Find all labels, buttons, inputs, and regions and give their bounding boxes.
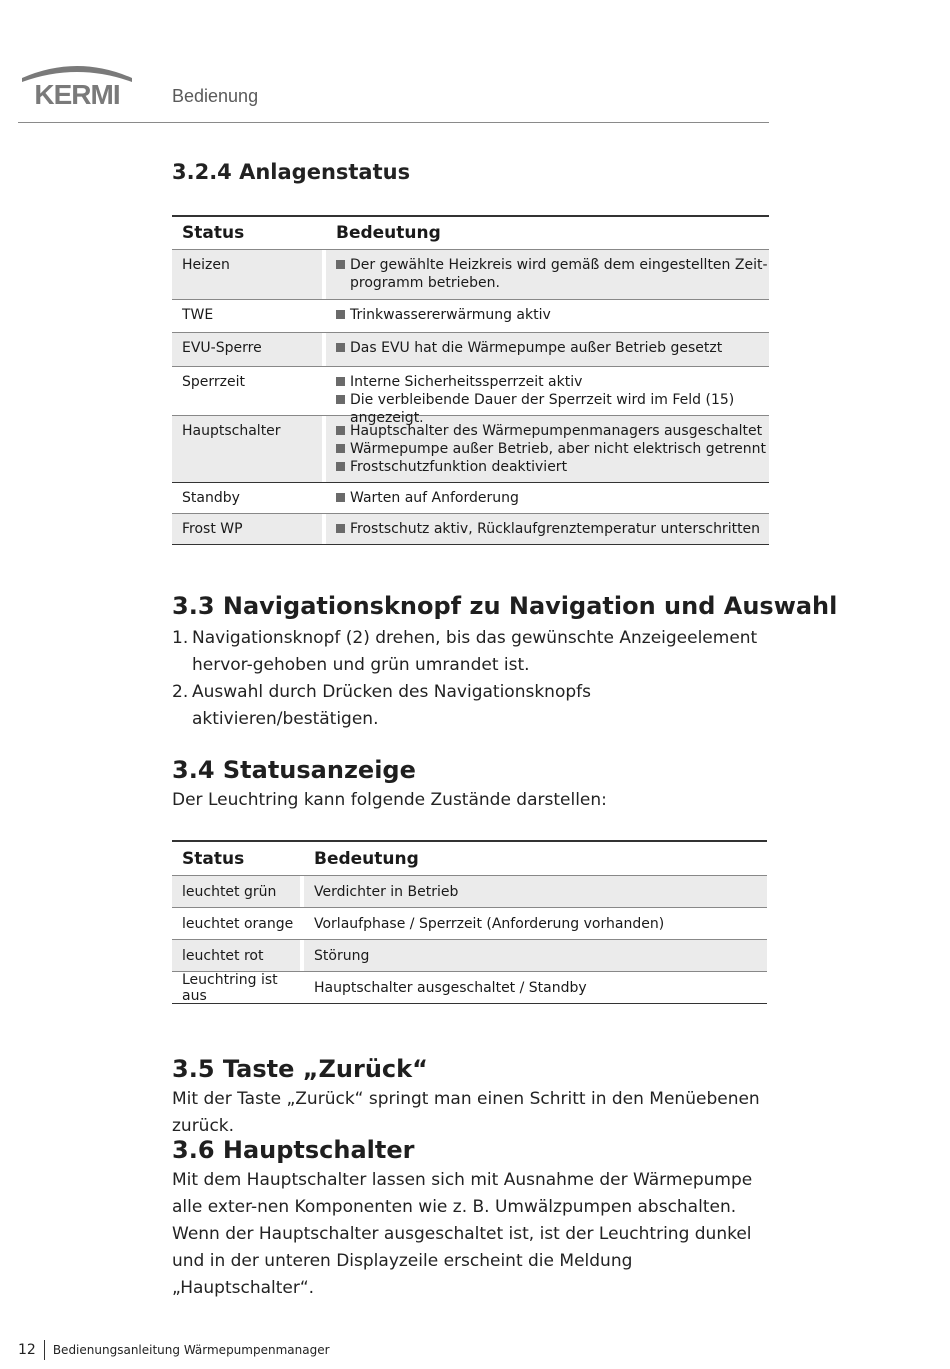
table-row [172, 250, 769, 300]
bullet-item: Frostschutzfunktion deaktiviert [336, 458, 769, 476]
heading-taste-zurueck: 3.5 Taste „Zurück“ [172, 1055, 428, 1083]
meaning-cell: Störung [304, 940, 767, 971]
table-row [172, 300, 769, 333]
steps-list [172, 625, 772, 733]
table-header [172, 217, 769, 250]
heading-statusanzeige: 3.4 Statusanzeige [172, 756, 416, 784]
step-number: 2. [172, 682, 189, 702]
list-item [172, 625, 772, 679]
meaning-cell [326, 514, 769, 544]
meaning-cell: Verdichter in Betrieb [304, 876, 767, 907]
list-item [172, 679, 772, 733]
header-rule [18, 122, 769, 123]
meaning-cell [326, 250, 769, 299]
table-row [172, 416, 769, 483]
col-status: Status [182, 223, 245, 243]
status-cell: Hauptschalter [172, 416, 322, 482]
meaning-cell [326, 416, 769, 482]
status-cell: TWE [182, 307, 214, 323]
meaning-cell: Vorlaufphase / Sperrzeit (Anforderung vorhanden) [314, 915, 665, 932]
col-status: Status [182, 848, 245, 869]
bullet-item: Frostschutz aktiv, Rücklaufgrenztemperatur unterschritten [336, 520, 769, 538]
table-row [172, 875, 767, 907]
status-cell: Standby [182, 490, 240, 506]
heading-navigationsknopf: 3.3 Navigationsknopf zu Navigation und Auswahl [172, 592, 838, 620]
status-cell: leuchtet orange [182, 915, 294, 932]
bullet-item: Wärmepumpe außer Betrieb, aber nicht elektrisch getrennt [336, 440, 769, 458]
status-cell: EVU-Sperre [172, 333, 322, 366]
heading-hauptschalter: 3.6 Hauptschalter [172, 1136, 415, 1164]
table-header [172, 842, 767, 875]
heading-anlagenstatus: 3.2.4 Anlagenstatus [172, 160, 411, 184]
table-row [172, 483, 769, 514]
logo-text: KERMI [34, 79, 120, 106]
meaning-cell [326, 367, 769, 426]
bullet-item: Warten auf Anforderung [336, 489, 769, 507]
status-cell: leuchtet rot [172, 940, 300, 971]
statusanzeige-intro: Der Leuchtring kann folgende Zustände darstellen: [172, 790, 607, 810]
meaning-cell: Hauptschalter ausgeschaltet / Standby [314, 979, 587, 996]
meaning-cell [326, 483, 769, 513]
table-row [172, 939, 767, 971]
anlagenstatus-table [172, 215, 769, 545]
status-cell: Heizen [172, 250, 322, 299]
status-cell: Sperrzeit [182, 374, 245, 390]
page-number: 12 [18, 1342, 36, 1358]
step-number: 1. [172, 628, 189, 648]
bullet-item: Trinkwassererwärmung aktiv [336, 306, 769, 324]
taste-zurueck-text: Mit der Taste „Zurück“ springt man einen Schritt in den Menüebenen zurück. [172, 1089, 760, 1136]
bullet-item: Interne Sicherheitssperrzeit aktiv [336, 373, 769, 391]
meaning-cell [326, 300, 769, 332]
step-text: Auswahl durch Drücken des Navigationsknopfs aktivieren/bestätigen. [192, 682, 591, 729]
table-row [172, 971, 767, 1004]
paragraph: Wenn der Hauptschalter ausgeschaltet ist, ist der Leuchtring dunkel und in der unteren Displayzeile erscheint die Meldung „Hauptschalter“. [172, 1224, 752, 1298]
status-cell: Frost WP [172, 514, 322, 544]
kermi-logo [18, 60, 136, 106]
paragraph: Mit dem Hauptschalter lassen sich mit Ausnahme der Wärmepumpe alle exter-nen Komponenten wie z. B. Umwälzpumpen abschalten. [172, 1170, 753, 1217]
hauptschalter-text [172, 1167, 772, 1302]
table-row [172, 333, 769, 367]
meaning-cell [326, 333, 769, 366]
col-bedeutung: Bedeutung [336, 223, 441, 243]
page-footer [18, 1340, 330, 1360]
table-row [172, 514, 769, 545]
doc-title: Bedienungsanleitung Wärmepumpenmanager [52, 1343, 330, 1357]
bullet-item: Das EVU hat die Wärmepumpe außer Betrieb gesetzt [336, 339, 769, 357]
section-label: Bedienung [172, 86, 259, 106]
col-bedeutung: Bedeutung [314, 848, 419, 869]
step-text: Navigationsknopf (2) drehen, bis das gewünschte Anzeigeelement hervor-gehoben und grün umrandet ist. [192, 628, 758, 675]
table-row [172, 907, 767, 939]
table-row [172, 367, 769, 426]
status-cell: Leuchtring ist aus [182, 971, 278, 1004]
bullet-item: Hauptschalter des Wärmepumpenmanagers ausgeschaltet [336, 422, 769, 440]
bullet-item: Die verbleibende Dauer der Sperrzeit wird im Feld (15) angezeigt. [336, 391, 769, 427]
status-cell: leuchtet grün [172, 876, 300, 907]
statusanzeige-table [172, 840, 767, 1004]
footer-divider [44, 1340, 45, 1360]
bullet-item: Der gewählte Heizkreis wird gemäß dem eingestellten Zeit- programm betrieben. [336, 256, 769, 292]
